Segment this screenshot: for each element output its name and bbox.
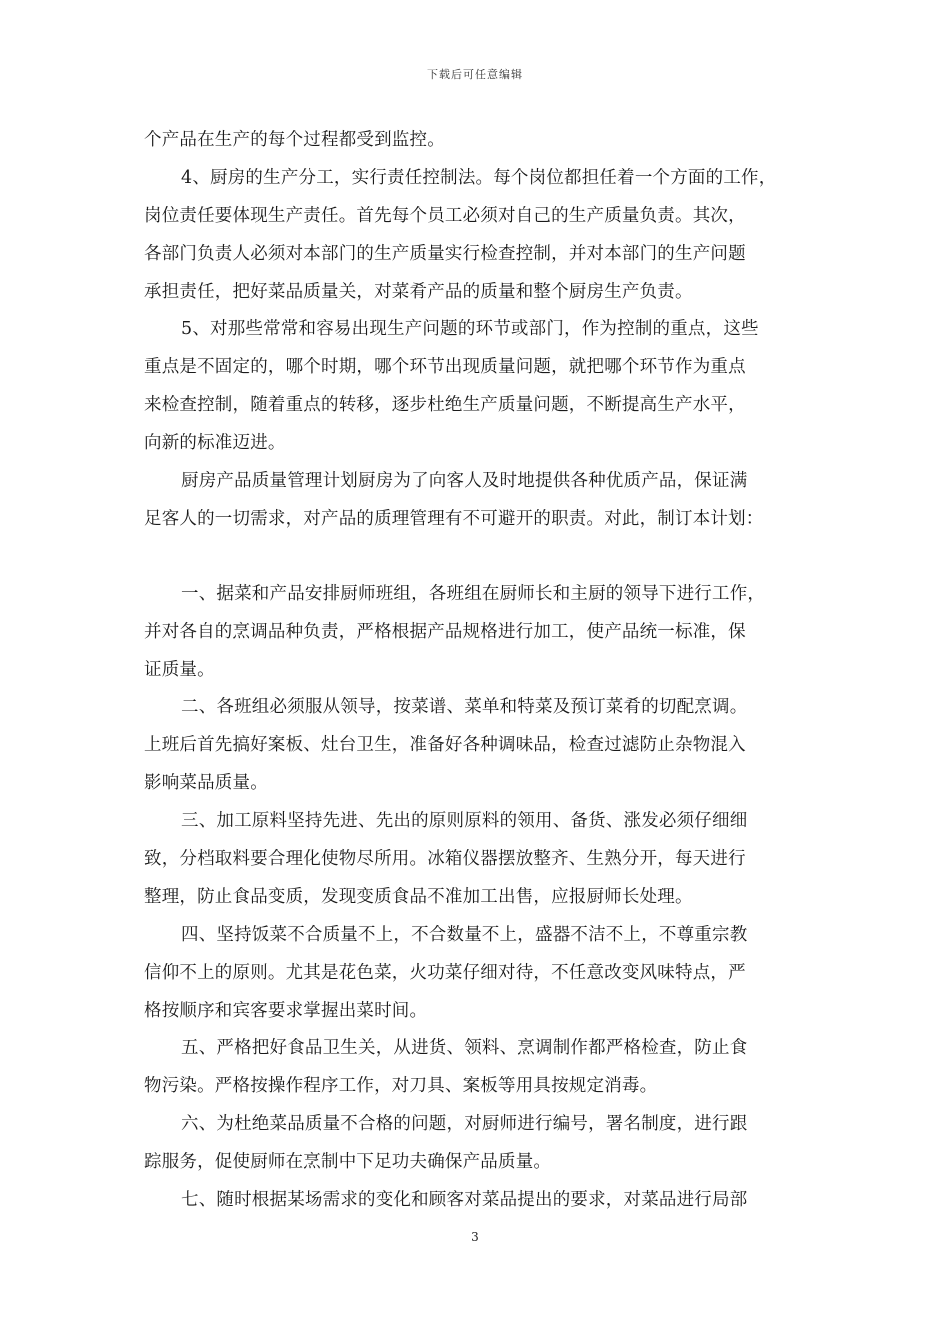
text-line: 各部门负责人必须对本部门的生产质量实行检查控制，并对本部门的生产问题 [144,243,746,264]
text-line: 上班后首先搞好案板、灶台卫生，准备好各种调味品，检查过滤防止杂物混入 [144,735,746,756]
text-line: 证质量。 [144,659,215,680]
paragraph [144,803,806,917]
text-line: 七、随时根据某场需求的变化和顾客对菜品提出的要求，对菜品进行局部 [181,1190,748,1211]
text-line: 个产品在生产的每个过程都受到监控。 [144,130,445,150]
text-line: 来检查控制，随着重点的转移，逐步杜绝生产质量问题，不断提高生产水平， [144,395,746,416]
text-line: 五、严格把好食品卫生关，从进货、领料、烹调制作都严格检查，防止食 [181,1038,748,1059]
text-line: 承担责任，把好菜品质量关，对菜肴产品的质量和整个厨房生产负责。 [144,281,693,302]
text-line: 三、加工原料坚持先进、先出的原则原料的领用、备货、涨发必须仔细细 [181,811,748,832]
text-line: 并对各自的烹调品种负责，严格根据产品规格进行加工，使产品统一标准，保 [144,621,746,642]
paragraph [144,1182,806,1220]
text-line: 六、为杜绝菜品质量不合格的问题，对厨师进行编号，署名制度，进行跟 [181,1114,748,1135]
text-line: 二、各班组必须服从领导，按菜谱、菜单和特菜及预订菜肴的切配烹调。 [181,697,748,718]
paragraph [144,576,806,690]
text-line: 重点是不固定的，哪个时期，哪个环节出现质量问题，就把哪个环节作为重点 [144,357,746,378]
page-header: 下载后可任意编辑 [427,68,523,81]
text-line: 厨房产品质量管理计划厨房为了向客人及时地提供各种优质产品，保证满 [181,471,748,492]
text-line: 4、厨房的生产分工，实行责任控制法。每个岗位都担任着一个方面的工作， [181,167,777,188]
paragraph [144,160,806,312]
text-line: 物污染。严格按操作程序工作，对刀具、案板等用具按规定消毒。 [144,1076,658,1097]
text-line: 5、对那些常常和容易出现生产问题的环节或部门，作为控制的重点，这些 [181,319,759,340]
paragraph [144,122,806,160]
paragraph [144,1030,806,1106]
paragraph-spacer [144,539,806,576]
text-line: 影响菜品质量。 [144,773,268,794]
text-line: 格按顺序和宾客要求掌握出菜时间。 [144,1000,428,1021]
text-line: 致，分档取料要合理化使物尽所用。冰箱仪器摆放整齐、生熟分开，每天进行 [144,849,746,870]
text-line: 一、据菜和产品安排厨师班组，各班组在厨师长和主厨的领导下进行工作， [181,583,766,604]
text-line: 岗位责任要体现生产责任。首先每个员工必须对自己的生产质量负责。其次， [144,205,746,226]
text-line: 信仰不上的原则。尤其是花色菜，火功菜仔细对待，不任意改变风味特点，严 [144,962,746,983]
text-line: 四、坚持饭菜不合质量不上，不合数量不上，盛器不洁不上，不尊重宗教 [181,924,748,945]
text-line: 足客人的一切需求，对产品的质理管理有不可避开的职责。对此，制订本计划： [144,508,764,529]
paragraph [144,463,806,539]
text-line: 踪服务，促使厨师在烹制中下足功夫确保产品质量。 [144,1152,552,1173]
paragraph [144,311,806,463]
paragraph [144,1106,806,1182]
paragraph [144,689,806,803]
text-line: 整理，防止食品变质，发现变质食品不准加工出售，应报厨师长处理。 [144,886,693,907]
text-line: 向新的标准迈进。 [144,433,286,454]
paragraph [144,917,806,1031]
page-number: 3 [471,1230,479,1244]
document-body [144,122,806,1220]
